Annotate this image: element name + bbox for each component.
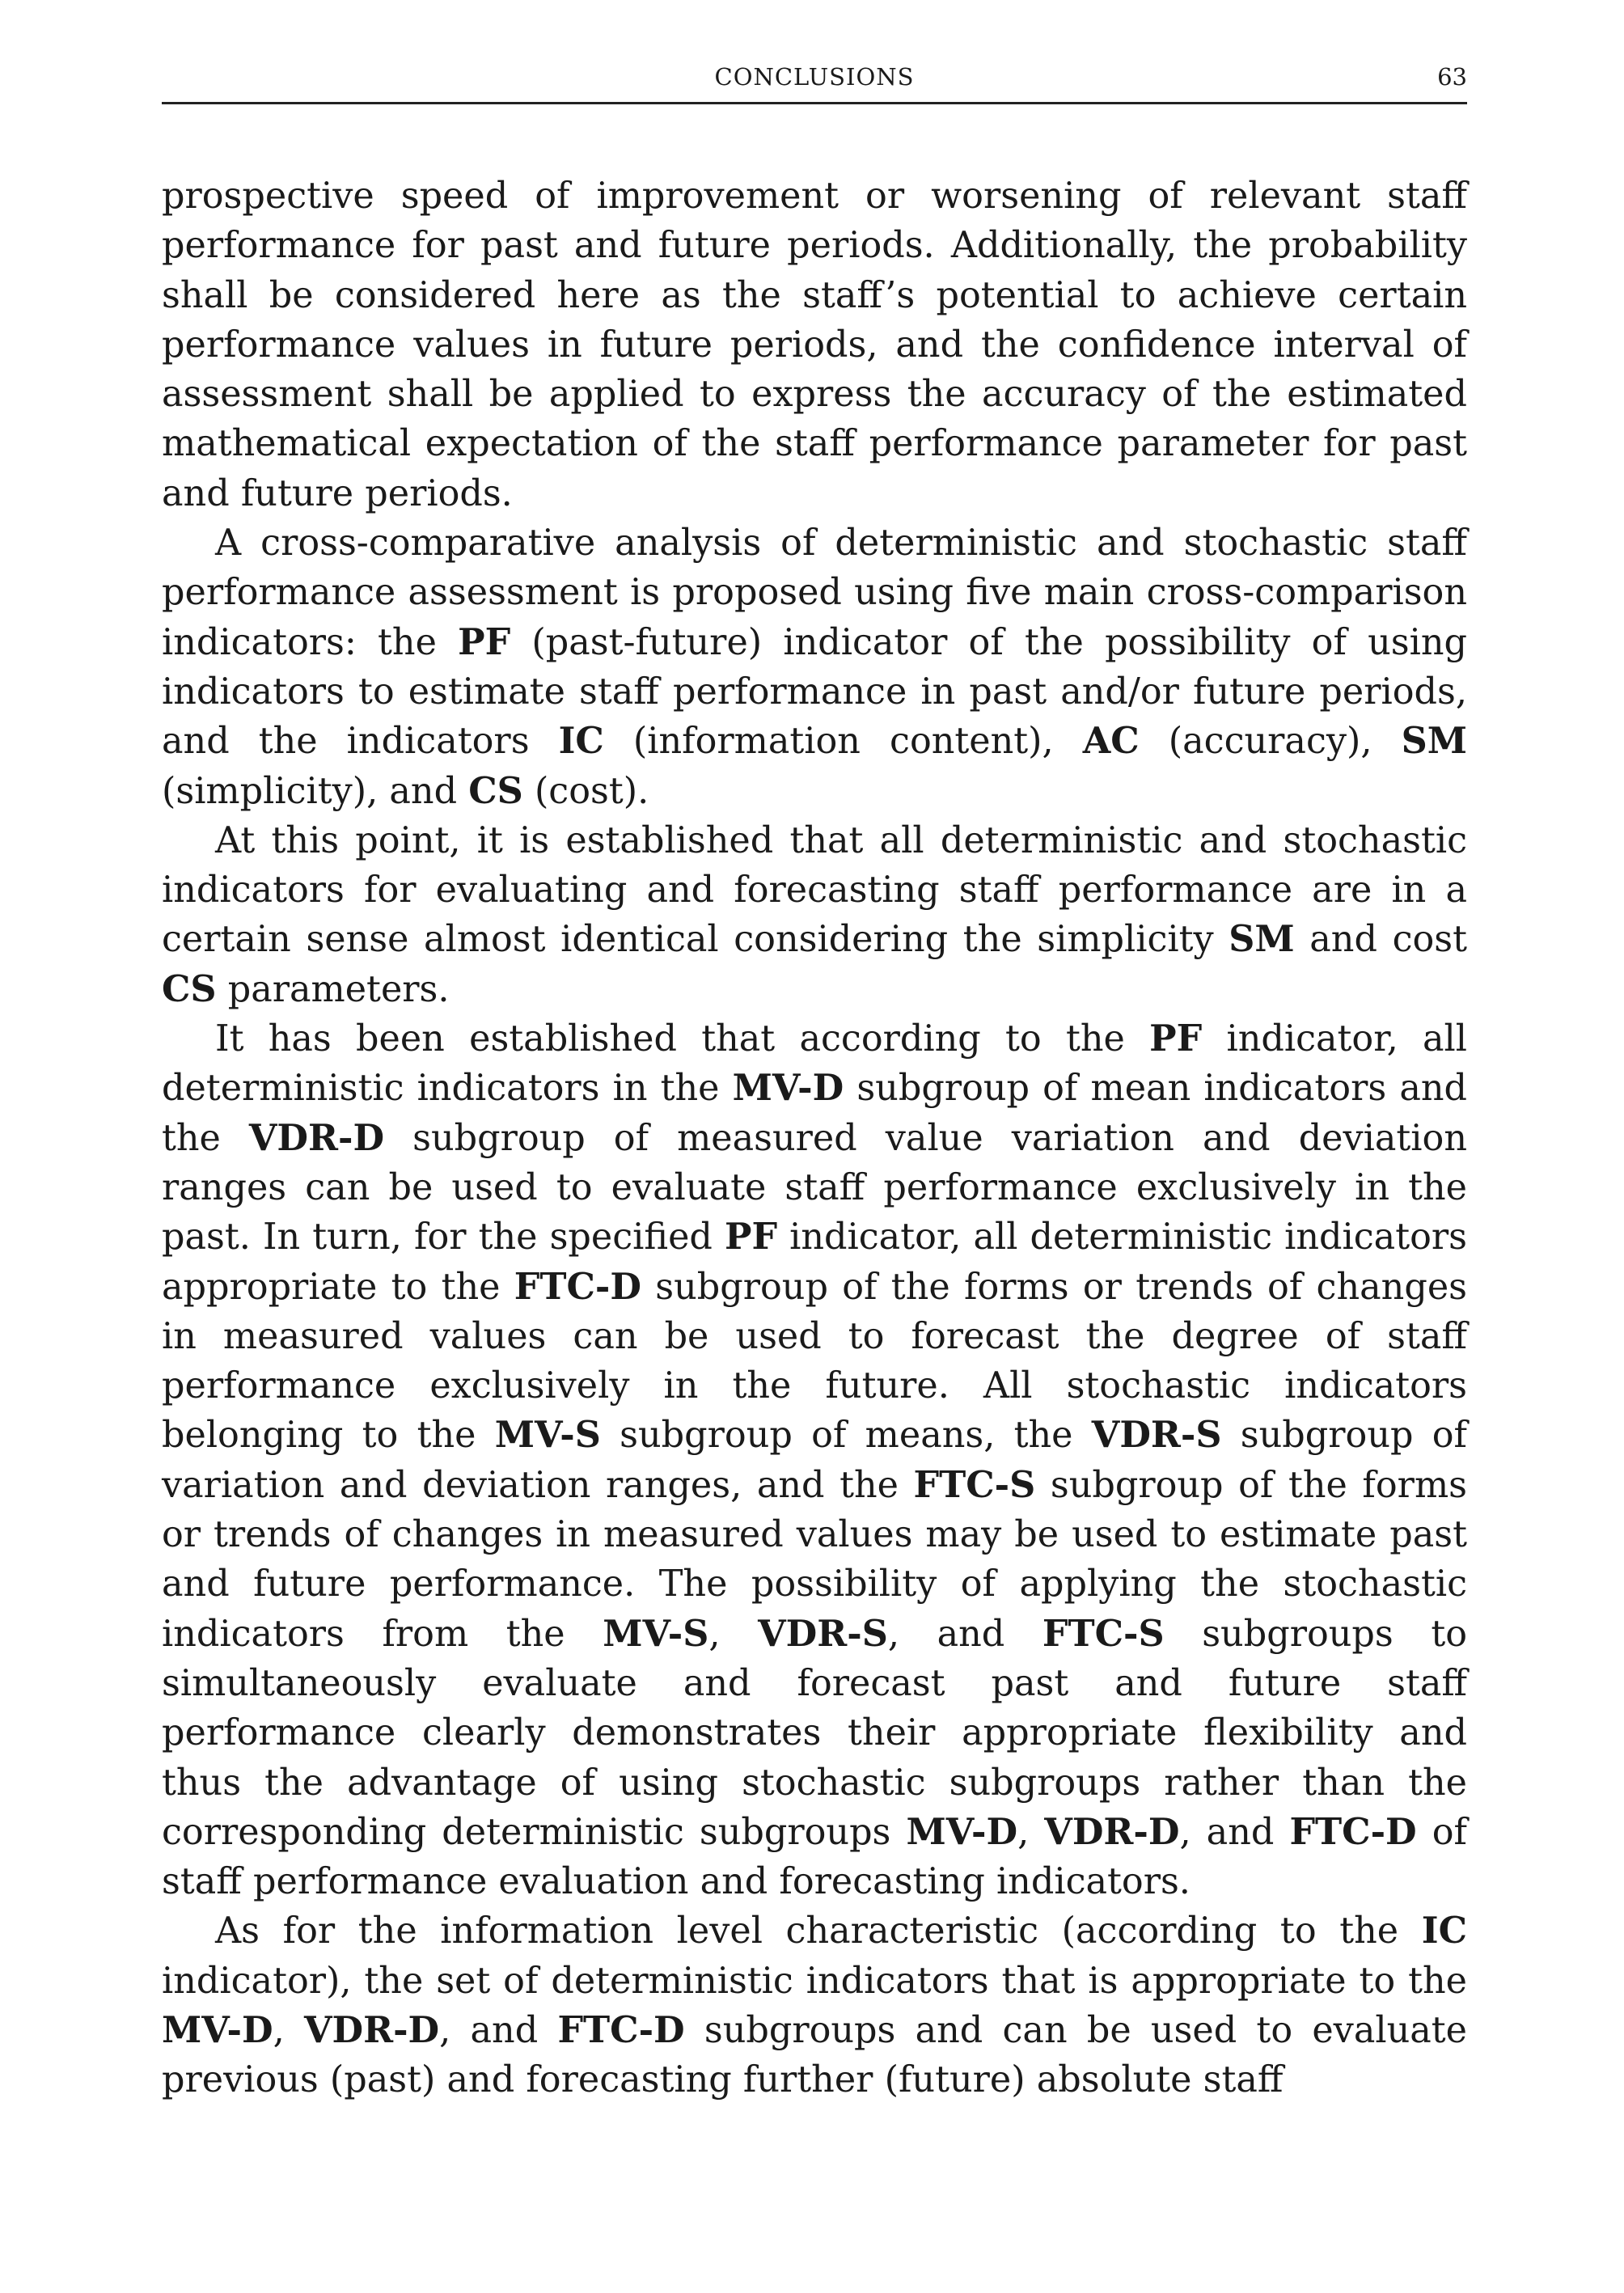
bold-term: MV-S (603, 1612, 709, 1655)
text-run: (past-future) indicator of the possibility of using indicators to estimate staff performance in past and/or future periods, and the indicators (162, 621, 1467, 763)
bold-term: VDR-S (1091, 1414, 1222, 1457)
bold-term: PF (1149, 1017, 1203, 1060)
paragraph (162, 816, 1467, 1014)
bold-term: MV-D (162, 2008, 273, 2051)
bold-term: VDR-D (248, 1116, 385, 1159)
bold-term: AC (1082, 720, 1140, 763)
text-run: subgroups and can be used to evaluate previous (past) and forecasting further (future) absolute staff (162, 2009, 1467, 2101)
text-run: subgroups to simultaneously evaluate and forecast past and future staff performance clearly demonstrates their appropriate flexibility and thus the advantage of using stochastic subgroups rather than the corresponding deterministic subgroups (162, 1613, 1468, 1853)
text-run: of staff performance evaluation and forecasting indicators. (162, 1811, 1467, 1903)
text-run: prospective speed of improvement or worsening of relevant staff performance for past and future periods. Additionally, the probability shall be considered here as the staff’s potential to achieve certain performance values in future periods, and the confidence interval of assessment shall be applied to express the accuracy of the estimated mathematical expectation of the staff performance parameter for past and future periods. (162, 176, 1467, 514)
bold-term: MV-D (906, 1810, 1018, 1853)
bold-term: VDR-D (1044, 1810, 1180, 1853)
text-run: indicator), the set of deterministic indicators that is appropriate to the (162, 1960, 1467, 2002)
text-run: (cost). (522, 770, 649, 812)
bold-term: CS (162, 967, 217, 1010)
running-header (162, 57, 1467, 104)
text-run: subgroup of variation and deviation ranges, and the (162, 1415, 1468, 1506)
paragraph (162, 1906, 1467, 2105)
bold-term: FTC-D (514, 1265, 641, 1308)
text-run: subgroup of the forms or trends of changes in measured values may be used to estimate past and future performance. The possibility of applying the stochastic indicators from the (162, 1464, 1467, 1655)
bold-term: FTC-D (1289, 1810, 1417, 1853)
text-run: , (1017, 1811, 1045, 1853)
bold-term: MV-S (494, 1414, 601, 1457)
text-run: (accuracy), (1139, 721, 1402, 763)
text-run: and cost (1294, 919, 1467, 961)
text-run: subgroup of measured value variation and deviation ranges can be used to evaluate staff performance exclusively in the past. In turn, for the specified (162, 1117, 1467, 1259)
body-text (162, 171, 1467, 2105)
text-run: As for the information level characteristic (according to the (215, 1910, 1422, 1952)
bold-term: IC (1421, 1910, 1467, 1952)
bold-term: IC (558, 720, 604, 763)
bold-term: VDR-D (303, 2008, 440, 2051)
text-run: At this point, it is established that all deterministic and stochastic indicators for evaluating and forecasting staff performance are in a certain sense almost identical considering the simplicity (162, 819, 1467, 961)
bold-term: MV-D (732, 1067, 844, 1110)
text-run: indicator, all deterministic indicators appropriate to the (162, 1216, 1467, 1308)
text-run: , and (1179, 1811, 1290, 1853)
text-run: (information content), (603, 721, 1083, 763)
bold-term: PF (724, 1216, 778, 1259)
bold-term: SM (1401, 720, 1468, 763)
text-run: , and (439, 2009, 558, 2051)
bold-term: FTC-D (557, 2008, 685, 2051)
text-run: It has been established that according to the (215, 1018, 1150, 1060)
text-run: , (708, 1613, 759, 1655)
bold-term: PF (458, 620, 511, 663)
bold-term: FTC-S (1042, 1612, 1165, 1655)
text-run: indicator, all deterministic indicators in the (162, 1018, 1467, 1110)
page-number: 63 (1437, 63, 1467, 91)
bold-term: CS (468, 769, 523, 812)
text-run: subgroup of the forms or trends of changes in measured values can be used to forecast the degree of staff performance exclusively in the future. All stochastic indicators belonging to the (162, 1266, 1467, 1457)
bold-term: FTC-S (913, 1463, 1036, 1506)
bold-term: SM (1229, 918, 1295, 961)
text-run: A cross-comparative analysis of deterministic and stochastic staff performance assessment is proposed using five main cross-comparison indicators: the (162, 522, 1467, 663)
text-run: subgroup of mean indicators and the (162, 1068, 1467, 1159)
text-run: subgroup of means, the (600, 1415, 1092, 1457)
running-title: CONCLUSIONS (714, 63, 915, 91)
bold-term: VDR-S (758, 1612, 888, 1655)
paragraph (162, 171, 1467, 518)
text-run: (simplicity), and (162, 770, 469, 812)
paragraph (162, 518, 1467, 816)
paragraph (162, 1014, 1467, 1906)
text-run: , and (887, 1613, 1042, 1655)
text-run: parameters. (216, 968, 450, 1010)
text-run: , (273, 2009, 304, 2051)
